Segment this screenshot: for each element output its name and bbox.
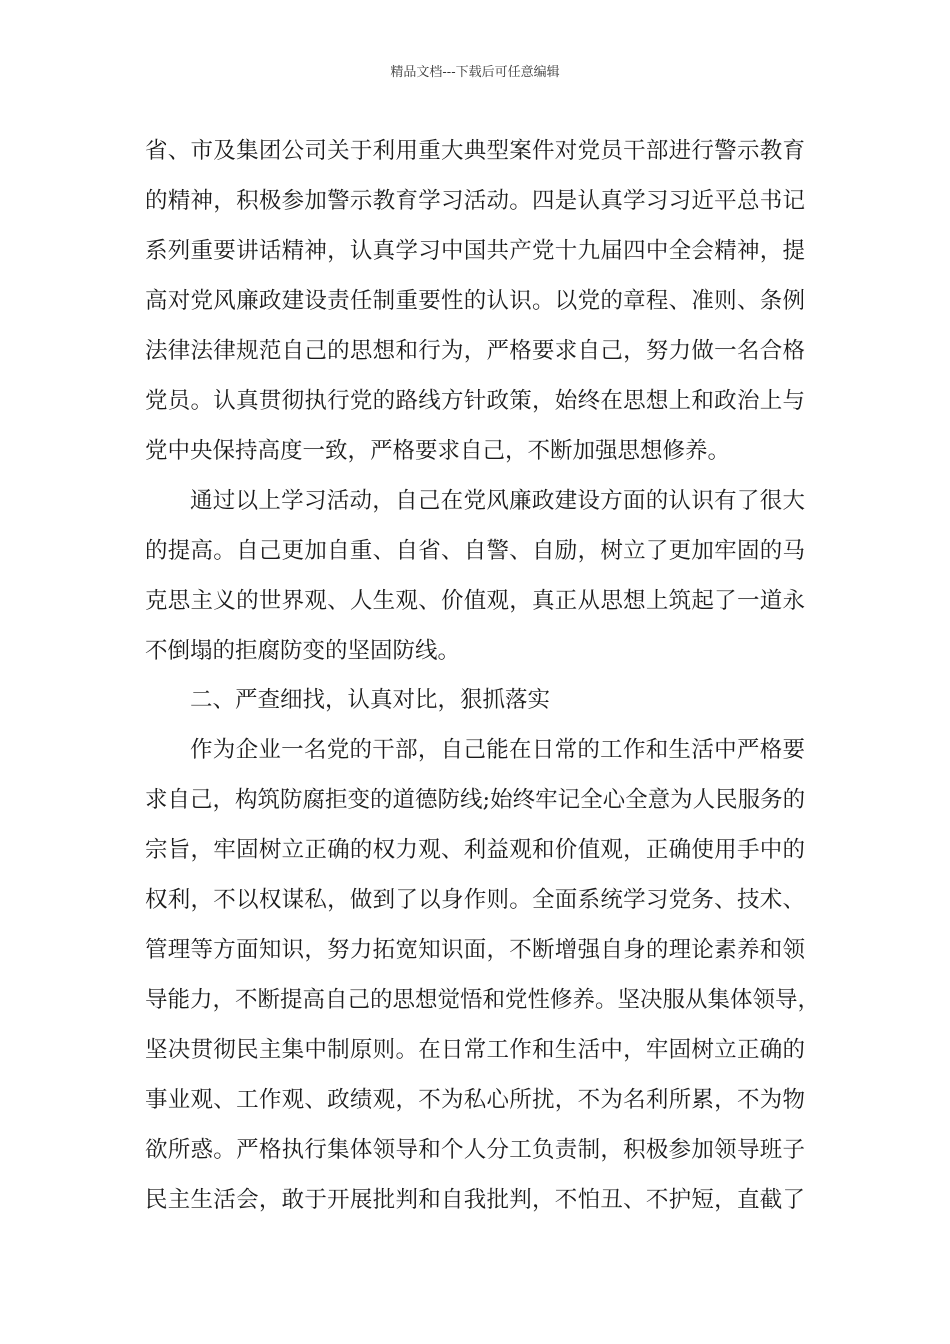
body-line: 管理等方面知识，努力拓宽知识面，不断增强自身的理论素养和领 — [145, 937, 805, 963]
body-line: 克思主义的世界观、人生观、价值观，真正从思想上筑起了一道永 — [145, 588, 805, 614]
body-line: 权利，不以权谋私，做到了以身作则。全面系统学习党务、技术、 — [145, 887, 805, 913]
body-line: 民主生活会，敢于开展批判和自我批判，不怕丑、不护短，直截了 — [145, 1187, 805, 1213]
body-line: 高对党风廉政建设责任制重要性的认识。以党的章程、准则、条例 — [145, 288, 805, 314]
body-line: 导能力，不断提高自己的思想觉悟和党性修养。坚决服从集体领导， — [145, 987, 821, 1013]
paragraph-first-line: 作为企业一名党的干部，自己能在日常的工作和生活中严格要 — [190, 737, 805, 763]
paragraph-end-line: 不倒塌的拒腐防变的坚固防线。 — [145, 638, 461, 664]
body-line: 坚决贯彻民主集中制原则。在日常工作和生活中，牢固树立正确的 — [145, 1037, 805, 1063]
body-line: 系列重要讲话精神，认真学习中国共产党十九届四中全会精神，提 — [145, 238, 805, 264]
body-line: 党员。认真贯彻执行党的路线方针政策，始终在思想上和政治上与 — [145, 388, 805, 414]
body-line: 欲所惑。严格执行集体领导和个人分工负责制，积极参加领导班子 — [145, 1137, 805, 1163]
body-line: 省、市及集团公司关于利用重大典型案件对党员干部进行警示教育 — [145, 138, 805, 164]
body-line: 求自己，构筑防腐拒变的道德防线;始终牢记全心全意为人民服务的 — [145, 787, 806, 813]
section-heading: 二、严查细找，认真对比，狠抓落实 — [190, 687, 551, 713]
body-line: 宗旨，牢固树立正确的权力观、利益观和价值观，正确使用手中的 — [145, 837, 805, 863]
body-line: 的提高。自己更加自重、自省、自警、自励，树立了更加牢固的马 — [145, 538, 805, 564]
page-header: 精品文档---下载后可任意编辑 — [390, 65, 560, 80]
body-line: 事业观、工作观、政绩观，不为私心所扰，不为名利所累，不为物 — [145, 1087, 805, 1113]
body-line: 的精神，积极参加警示教育学习活动。四是认真学习习近平总书记 — [145, 188, 805, 214]
paragraph-first-line: 通过以上学习活动，自己在党风廉政建设方面的认识有了很大 — [190, 488, 805, 514]
paragraph-end-line: 党中央保持高度一致，严格要求自己，不断加强思想修养。 — [145, 438, 731, 464]
body-line: 法律法律规范自己的思想和行为，严格要求自己，努力做一名合格 — [145, 338, 805, 364]
